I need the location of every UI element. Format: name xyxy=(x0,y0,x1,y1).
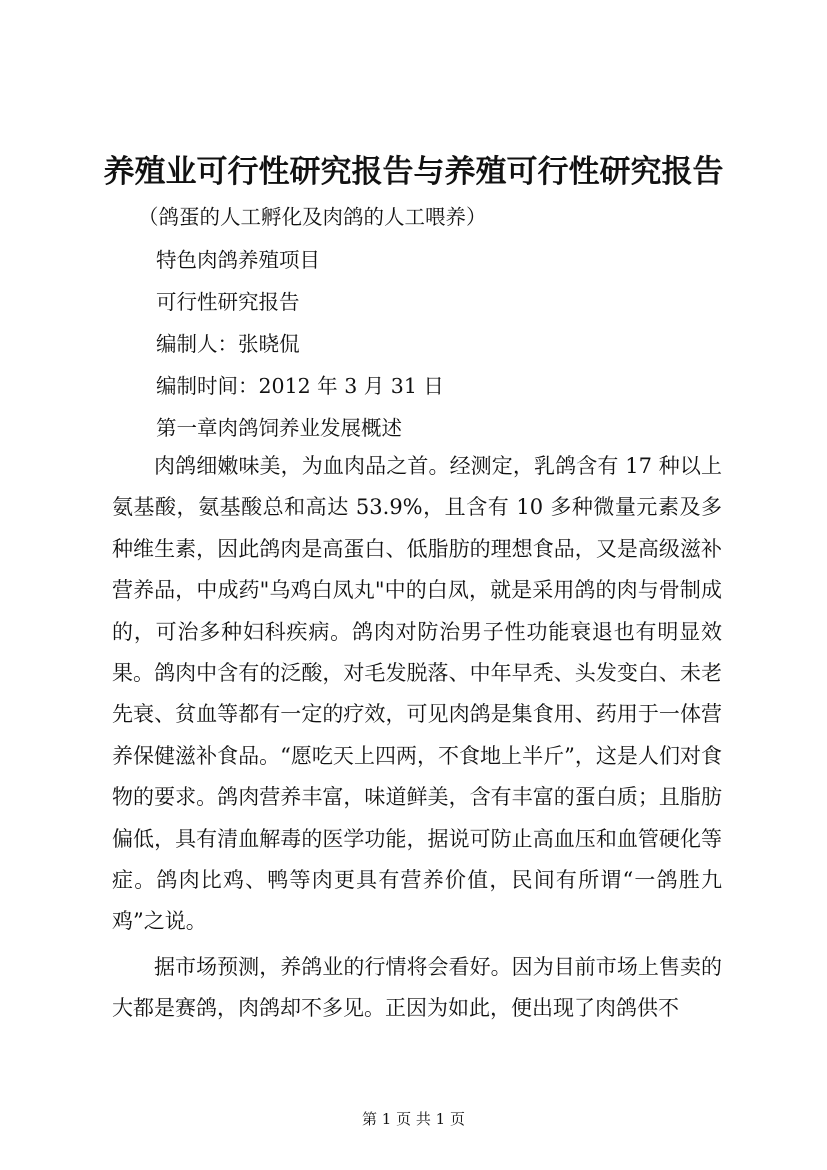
chapter-heading: 第一章肉鸽饲养业发展概述 xyxy=(156,416,402,440)
report-type: 可行性研究报告 xyxy=(156,290,300,314)
document-title: 养殖业可行性研究报告与养殖可行性研究报告 xyxy=(103,154,724,190)
document-subtitle: （鸽蛋的人工孵化及肉鸽的人工喂养） xyxy=(138,205,487,229)
page-number-footer: 第 1 页 共 1 页 xyxy=(362,1110,465,1128)
body-paragraph-2: 据市场预测，养鸽业的行情将会看好。因为目前市场上售卖的大都是赛鸽，肉鸽却不多见。正因为如此，便出现了肉鸽供不 xyxy=(112,955,722,1021)
project-name: 特色肉鸽养殖项目 xyxy=(156,248,320,272)
body-paragraph-1: 肉鸽细嫩味美，为血肉品之首。经测定，乳鸽含有 17 种以上氨基酸，氨基酸总和高达 53.9%，且含有 10 多种微量元素及多种维生素，因此鸽肉是高蛋白、低脂肪的理想食品，又是高级滋补营养品，中成药"乌鸡白凤丸"中的白凤，就是采用鸽的肉与骨制成的，可治多种妇科疾病。鸽肉对防治男子性功能衰退也有明显效果。鸽肉中含有的泛酸，对毛发脱落、中年早秃、头发变白、未老先衰、贫血等都有一定的疗效，可见肉鸽是集食用、药用于一体营养保健滋补食品。“愿吃天上四两，不食地上半斤”，这是人们对食物的要求。鸽肉营养丰富，味道鲜美，含有丰富的蛋白质；且脂肪偏低，具有清血解毒的医学功能，据说可防止高血压和血管硬化等症。鸽肉比鸡、鸭等肉更具有营养价值，民间有所谓“一鸽胜九鸡”之说。 xyxy=(112,454,722,934)
date-line: 编制时间：2012 年 3 月 31 日 xyxy=(156,374,444,398)
author-line: 编制人：张晓侃 xyxy=(156,332,300,356)
